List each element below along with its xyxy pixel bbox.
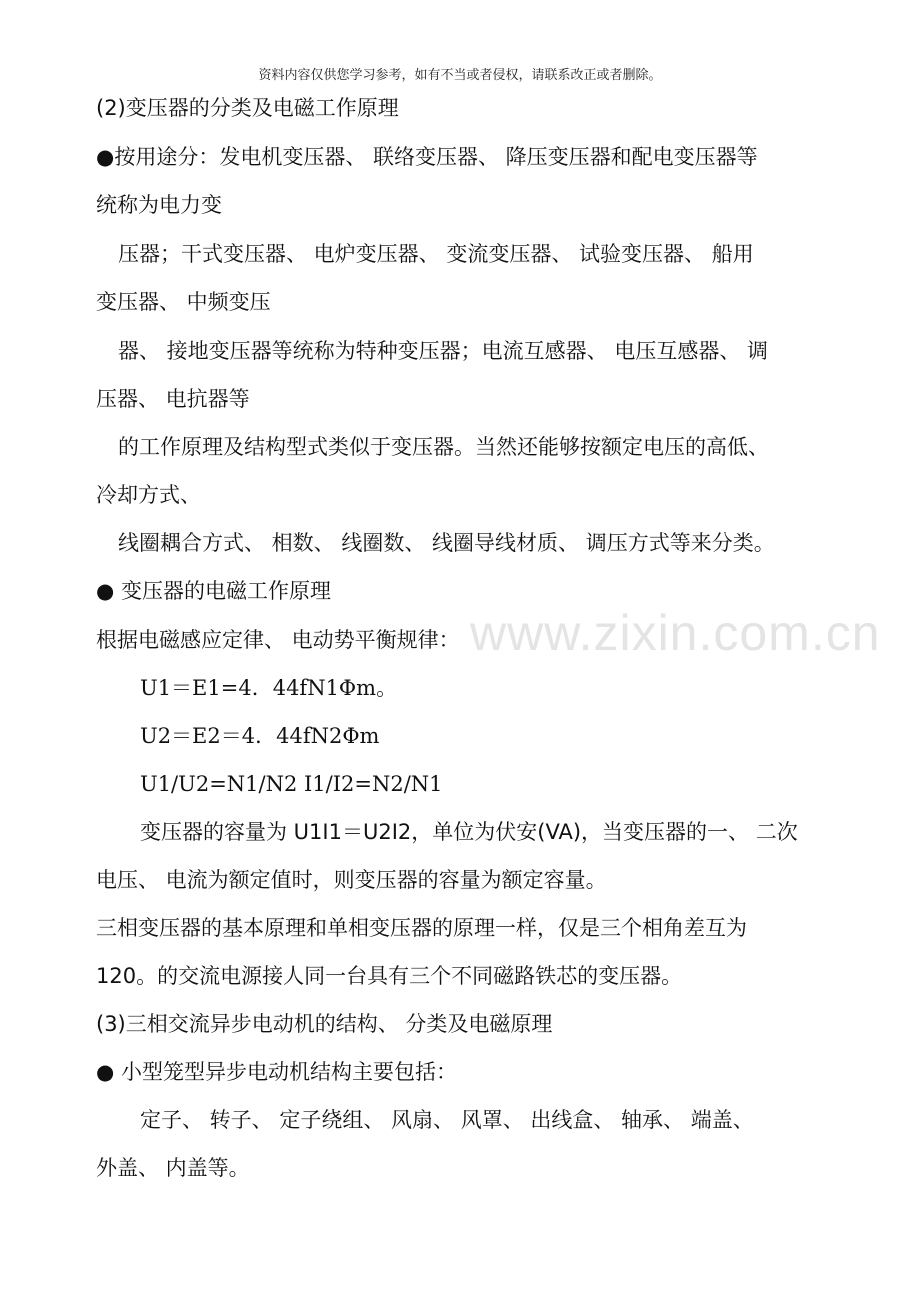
page-header-disclaimer: 资料内容仅供您学习参考，如有不当或者侵权，请联系改正或者删除。 bbox=[258, 68, 662, 83]
formula-line: U1/U2=N1/N2 I1/I2=N2/N1 bbox=[140, 772, 443, 796]
paragraph-line: 压器；干式变压器、 电炉变压器、 变流变压器、 试验变压器、 船用 bbox=[118, 242, 754, 266]
paragraph-line: 三相变压器的基本原理和单相变压器的原理一样，仅是三个相角差互为 bbox=[96, 916, 747, 940]
paragraph-line: 的工作原理及结构型式类似于变压器。当然还能够按额定电压的高低、 bbox=[118, 435, 769, 459]
paragraph-line: 变压器的容量为 U1I1＝U2I2，单位为伏安(VA)，当变压器的一、 二次 bbox=[140, 820, 798, 844]
section-heading-2: (2)变压器的分类及电磁工作原理 bbox=[96, 96, 399, 120]
formula-line: U2＝E2＝4．44fN2Φm bbox=[140, 724, 380, 748]
paragraph-line: 线圈耦合方式、 相数、 线圈数、 线圈导线材质、 调压方式等来分类。 bbox=[118, 531, 775, 555]
paragraph-line: 根据电磁感应定律、 电动势平衡规律： bbox=[96, 628, 460, 652]
section-heading-3: (3)三相交流异步电动机的结构、 分类及电磁原理 bbox=[96, 1012, 553, 1036]
paragraph-line: 冷却方式、 bbox=[96, 483, 201, 507]
paragraph-line: 统称为电力变 bbox=[96, 193, 222, 217]
paragraph-line: 变压器、 中频变压 bbox=[96, 290, 271, 314]
bullet-heading: ● 小型笼型异步电动机结构主要包括： bbox=[96, 1060, 457, 1084]
paragraph-line: 压器、 电抗器等 bbox=[96, 387, 250, 411]
paragraph-line: 120。的交流电源接人同一台具有三个不同磁路铁芯的变压器。 bbox=[96, 964, 683, 988]
paragraph-line: 器、 接地变压器等统称为特种变压器；电流互感器、 电压互感器、 调 bbox=[118, 339, 769, 363]
formula-line: U1＝E1=4．44fN1Φm。 bbox=[140, 676, 398, 700]
paragraph-line: 定子、 转子、 定子绕组、 风扇、 风罩、 出线盒、 轴承、 端盖、 bbox=[140, 1108, 754, 1132]
paragraph-line: 外盖、 内盖等。 bbox=[96, 1156, 250, 1180]
paragraph-line: 电压、 电流为额定值时，则变压器的容量为额定容量。 bbox=[96, 868, 607, 892]
paragraph-line: ●按用途分：发电机变压器、 联络变压器、 降压变压器和配电变压器等 bbox=[96, 145, 758, 169]
watermark-text: www.zixin.com.cn bbox=[470, 605, 881, 661]
bullet-heading: ● 变压器的电磁工作原理 bbox=[96, 579, 331, 603]
